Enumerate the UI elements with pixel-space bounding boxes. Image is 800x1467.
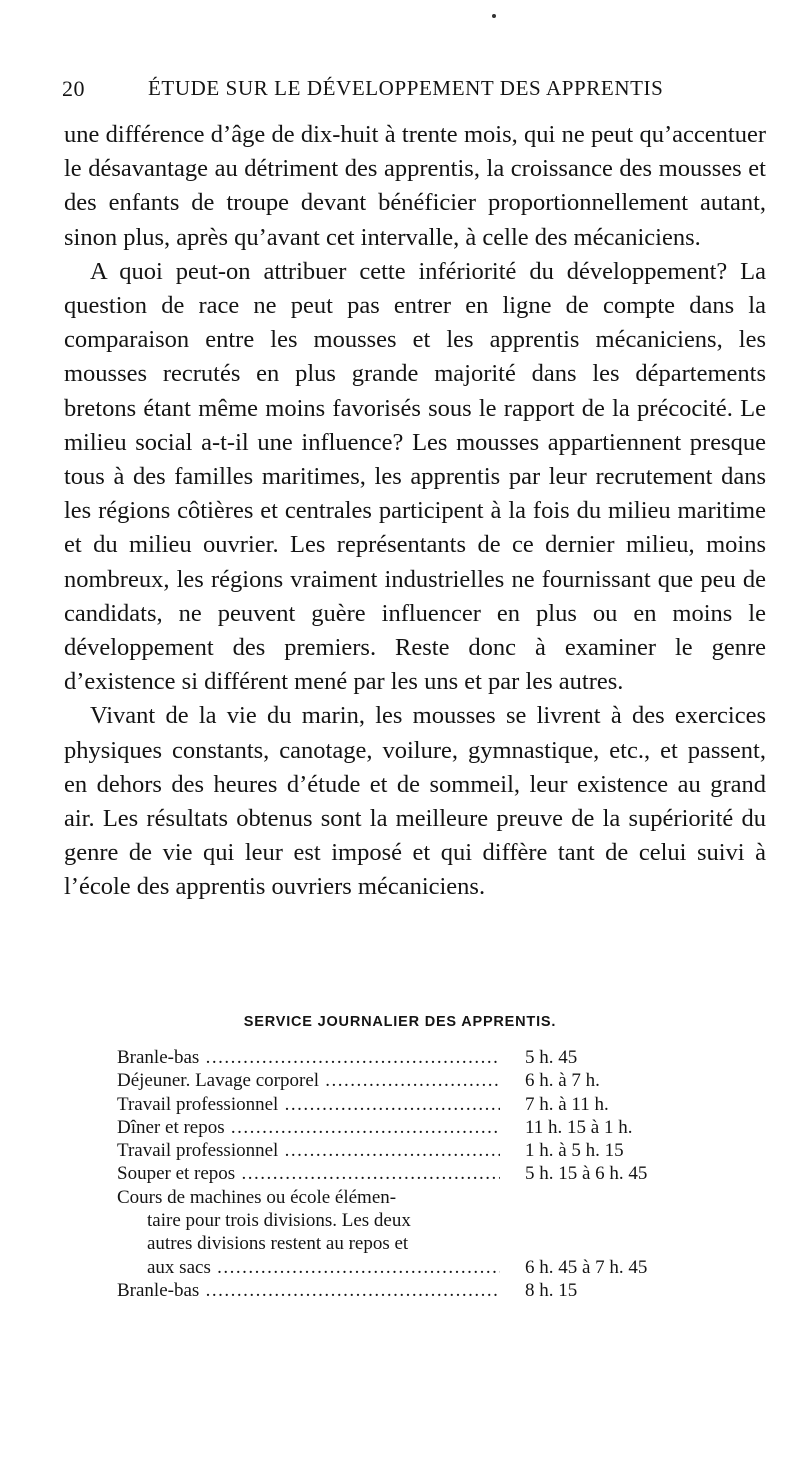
schedule-time: 5 h. 15 à 6 h. 45: [525, 1163, 648, 1185]
schedule-row: [117, 1116, 717, 1139]
body-text: [64, 118, 766, 905]
page-number: 20: [62, 76, 85, 101]
schedule-row: [117, 1162, 717, 1185]
schedule-time: 5 h. 45: [525, 1047, 578, 1068]
schedule-row: [117, 1139, 717, 1162]
schedule-time: 1 h. à 5 h. 15: [525, 1140, 624, 1162]
schedule-activity: Dîner et repos .....: [117, 1116, 500, 1139]
paragraph-2: A quoi peut-on attribuer cette infériorité du développement? La question de race ne peut pas entrer en ligne de compte dans la comparaison entre les mousses et les apprentis mécaniciens, les mousses recrutés en plus grande majorité dans les départements bretons étant même moins favorisés sous le rapport de la précocité. Le milieu social a-t-il une influence? Les mousses appartiennent presque tous à des familles maritimes, les apprentis par leur recrutement dans les régions côtières et centrales participent à la fois du milieu maritime et du milieu ouvrier. Les représentants de ce dernier milieu, moins nombreux, les régions vraiment industrielles ne fournissant que peu de candidats, ne peuvent guère influencer en plus ou en moins le développement des premiers. Reste donc à examiner le genre d’existence si différent mené par les uns et par les autres.: [64, 257, 766, 696]
schedule-row: [117, 1256, 717, 1279]
schedule-row: [117, 1186, 717, 1209]
ink-speck: [492, 14, 496, 18]
schedule-activity: Cours de machines ou école élémen-: [117, 1186, 397, 1208]
schedule-row: [117, 1046, 717, 1069]
schedule-activity: autres divisions restent au repos et: [147, 1233, 409, 1255]
schedule-activity: Souper et repos .....: [117, 1162, 500, 1185]
page-header: [62, 76, 742, 106]
schedule-activity: Branle-bas .....: [117, 1046, 500, 1069]
schedule-time: 8 h. 15: [525, 1279, 578, 1301]
schedule-activity: Travail professionnel .....: [117, 1093, 500, 1116]
schedule-time: 7 h. à 11 h.: [525, 1093, 609, 1115]
schedule-row: [117, 1279, 717, 1302]
schedule-time: 6 h. à 7 h.: [525, 1070, 600, 1092]
schedule-activity: aux sacs .....: [147, 1256, 500, 1279]
schedule-time: 6 h. 45 à 7 h. 45: [525, 1256, 648, 1278]
paragraph-3: Vivant de la vie du marin, les mousses se livrent à des exercices physiques constants, canotage, voilure, gymnastique, etc., et passent, en dehors des heures d’étude et de sommeil, leur existence au grand air. Les résultats obtenus sont la meilleure preuve de la supériorité du genre de vie qui leur est imposé et qui diffère tant de celui suivi à l’école des apprentis ouvriers mécaniciens.: [64, 702, 766, 901]
schedule-table: [117, 1046, 717, 1302]
schedule-activity: Travail professionnel .....: [117, 1139, 500, 1162]
schedule-row: [117, 1209, 717, 1232]
schedule-row: [117, 1069, 717, 1092]
schedule-activity: Branle-bas .....: [117, 1279, 500, 1302]
schedule-activity: taire pour trois divisions. Les deux: [147, 1210, 411, 1232]
running-title: ÉTUDE SUR LE DÉVELOPPEMENT DES APPRENTIS: [148, 76, 664, 100]
schedule-activity: Déjeuner. Lavage corporel .....: [117, 1069, 500, 1092]
schedule-title: SERVICE JOURNALIER DES APPRENTIS.: [243, 1014, 557, 1030]
schedule-row: [117, 1093, 717, 1116]
paragraph-1: une différence d’âge de dix-huit à trente mois, qui ne peut qu’accentuer le désavantage au détriment des apprentis, la croissance des mousses et des enfants de troupe devant bénéficier proportionnellement autant, sinon plus, après qu’avant cet intervalle, à celle des mécaniciens.: [64, 121, 766, 251]
schedule-time: 11 h. 15 à 1 h.: [525, 1116, 633, 1138]
schedule-row: [117, 1232, 717, 1255]
